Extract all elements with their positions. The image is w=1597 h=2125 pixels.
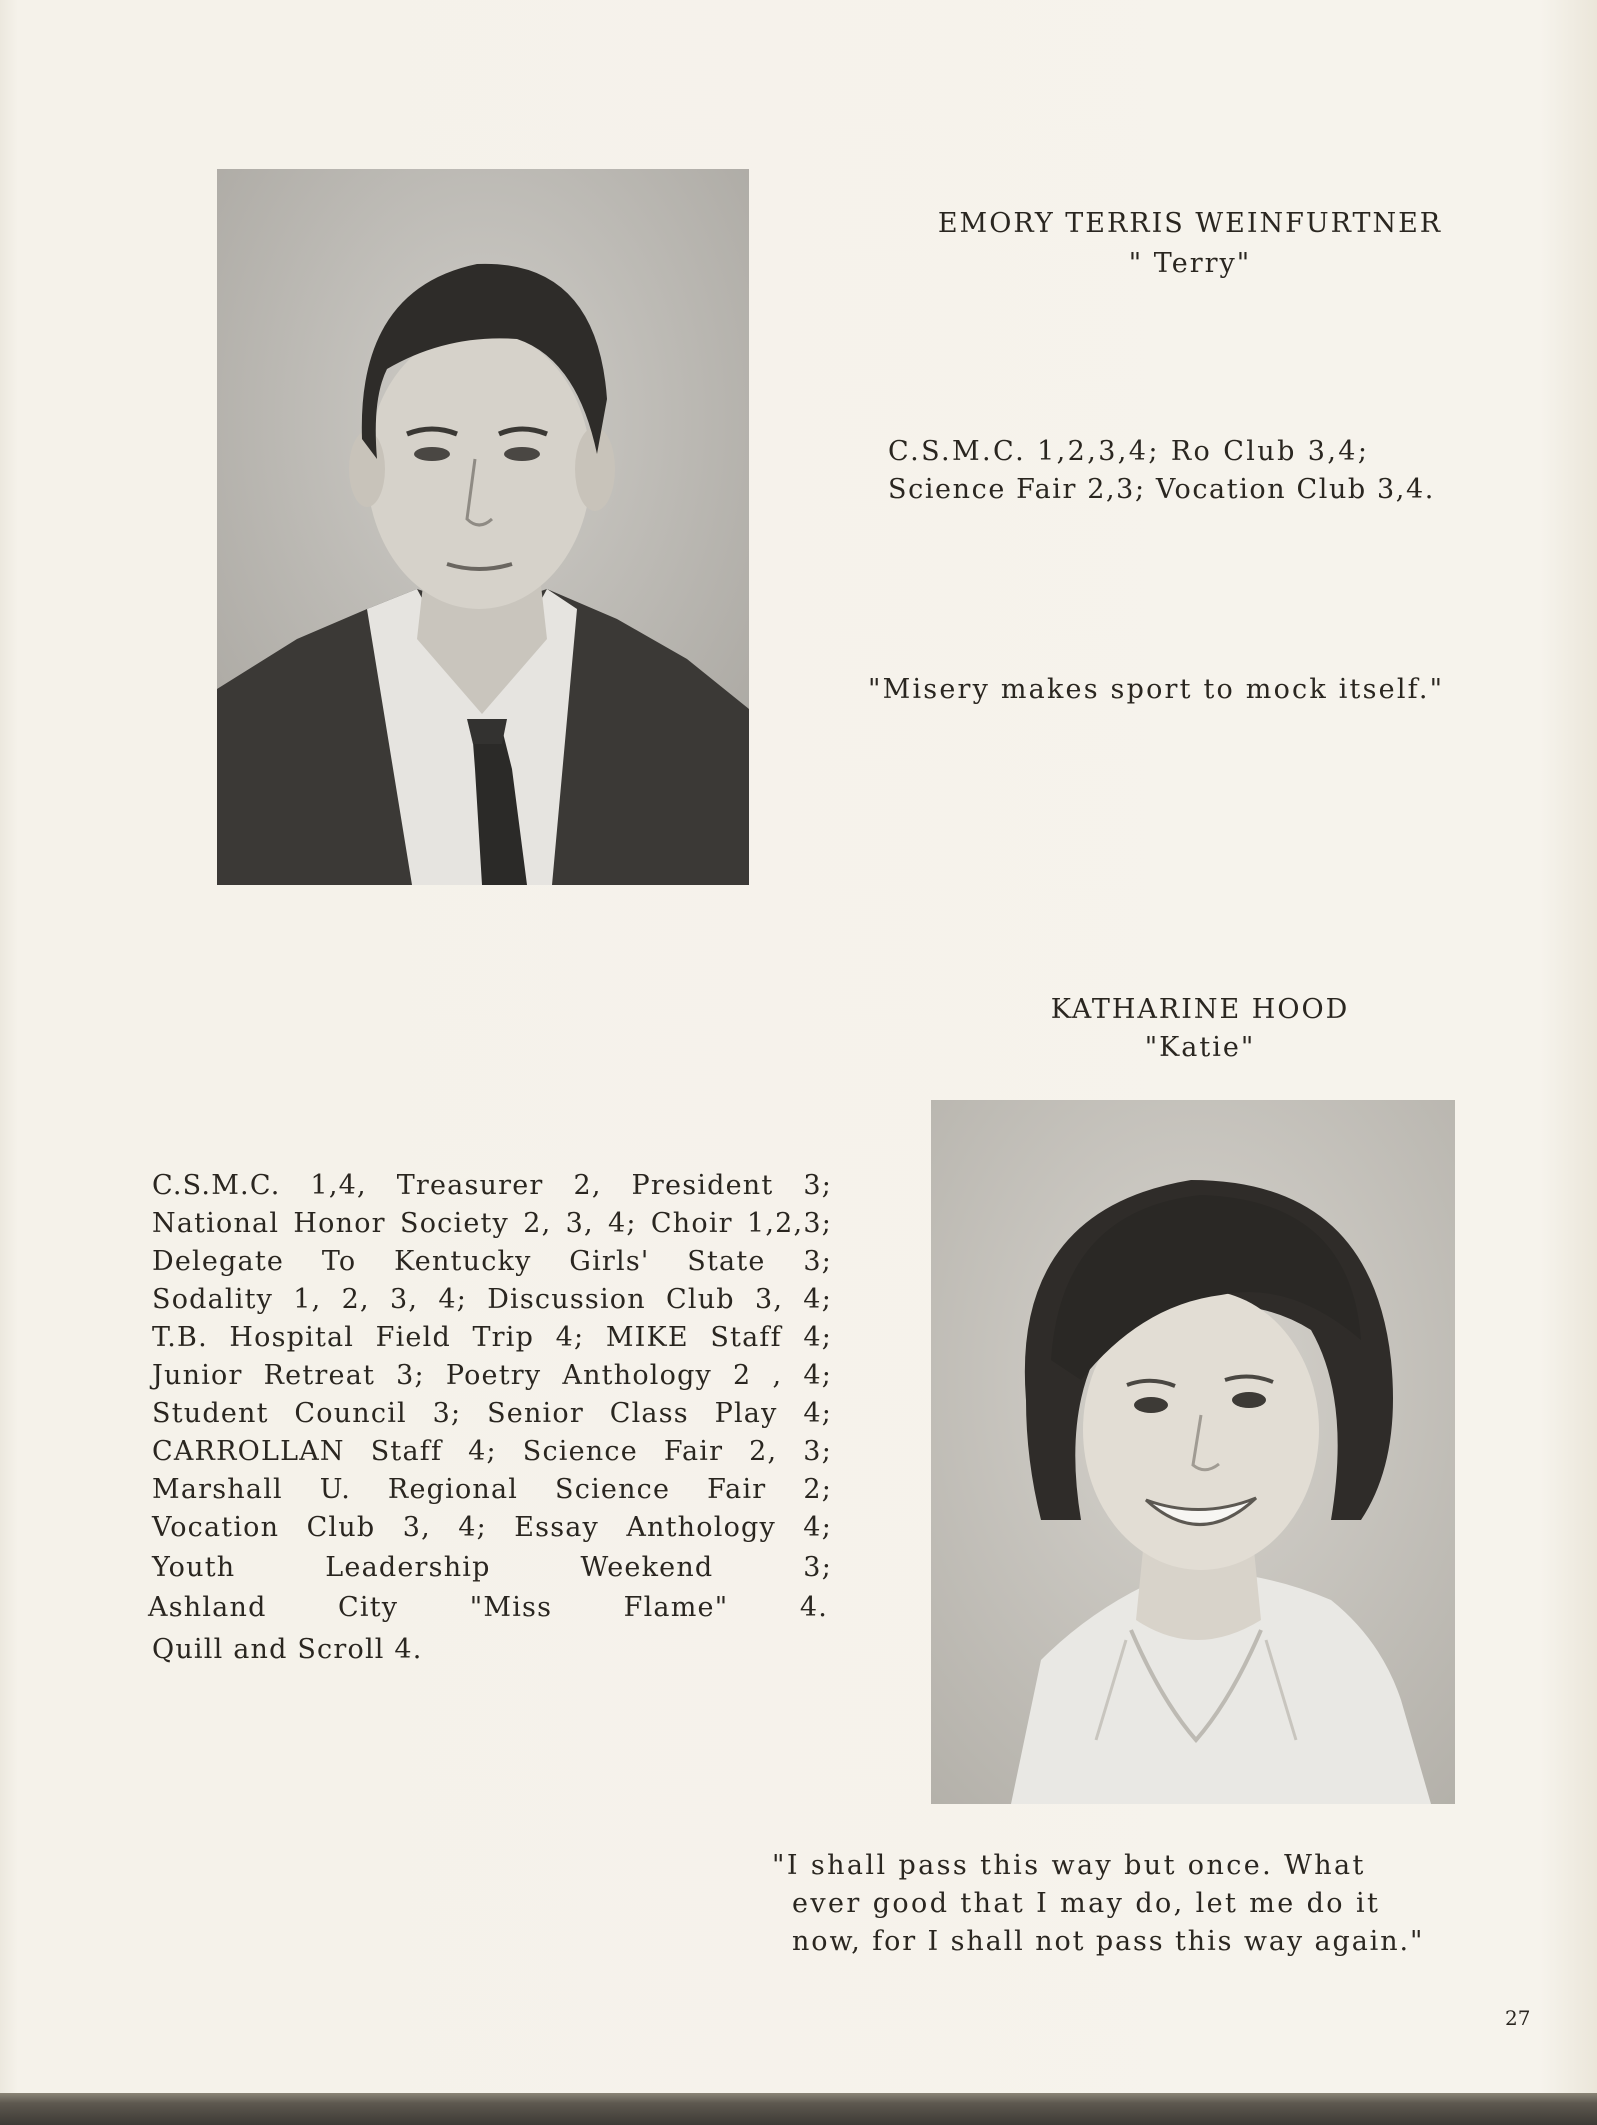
activities-line: Vocation Club 3, 4; Essay Anthology 4;: [152, 1512, 832, 1543]
activities-line: T.B. Hospital Field Trip 4; MIKE Staff 4;: [152, 1322, 832, 1353]
portrait-photo-katie: [931, 1100, 1455, 1804]
student-nickname: "Katie": [1144, 1032, 1256, 1063]
activities-line: National Honor Society 2, 3, 4; Choir 1,2,3;: [152, 1208, 832, 1239]
activities-line: Ashland City "Miss Flame" 4.: [148, 1592, 828, 1623]
activities-line: Quill and Scroll 4.: [152, 1634, 423, 1665]
student-quote-line: ever good that I may do, let me do it: [792, 1888, 1381, 1919]
activities-line: Science Fair 2,3; Vocation Club 3,4.: [888, 474, 1435, 505]
activities-line: Student Council 3; Senior Class Play 4;: [152, 1398, 832, 1429]
activities-line: Marshall U. Regional Science Fair 2;: [152, 1474, 832, 1505]
student-name: KATHARINE HOOD: [1050, 994, 1350, 1025]
activities-line: CARROLLAN Staff 4; Science Fair 2, 3;: [152, 1436, 832, 1467]
student-name: EMORY TERRIS WEINFURTNER: [937, 208, 1443, 239]
student-quote: "Misery makes sport to mock itself.": [868, 674, 1445, 705]
activities-line: Junior Retreat 3; Poetry Anthology 2 , 4;: [152, 1360, 832, 1391]
student-nickname: " Terry": [1128, 248, 1252, 279]
activities-line: Delegate To Kentucky Girls' State 3;: [152, 1246, 832, 1277]
portrait-image-katie: [931, 1100, 1455, 1804]
page-number: 27: [1505, 2006, 1531, 2030]
student-quote-line: "I shall pass this way but once. What: [772, 1850, 1366, 1881]
activities-line: Youth Leadership Weekend 3;: [152, 1552, 832, 1583]
activities-line: C.S.M.C. 1,4, Treasurer 2, President 3;: [152, 1170, 832, 1201]
activities-line: C.S.M.C. 1,2,3,4; Ro Club 3,4;: [888, 436, 1370, 467]
activities-line: Sodality 1, 2, 3, 4; Discussion Club 3, 4;: [152, 1284, 832, 1315]
page-bottom-edge: [0, 2093, 1597, 2125]
portrait-image-terry: [217, 169, 749, 885]
student-quote-line: now, for I shall not pass this way again.": [792, 1926, 1425, 1957]
portrait-photo-terry: [217, 169, 749, 885]
